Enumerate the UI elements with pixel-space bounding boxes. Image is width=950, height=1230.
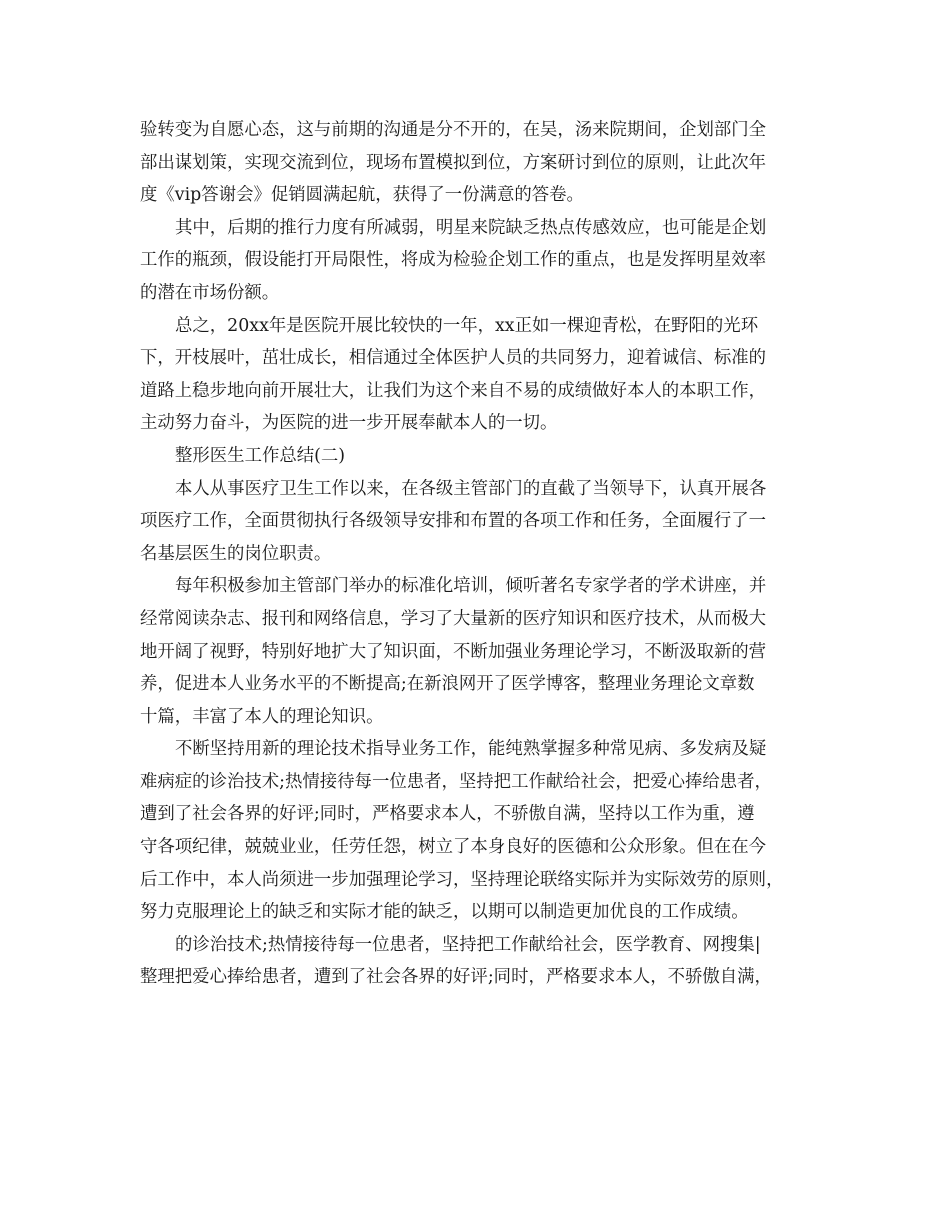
text-line: 守各项纪律，兢兢业业，任劳任怨，树立了本身良好的医德和公众形象。但在在今 — [140, 837, 767, 858]
text-line: 工作的瓶颈，假设能打开局限性，将成为检验企划工作的重点，也是发挥明星效率 — [140, 250, 767, 271]
text-line: 整形医生工作总结(二) — [175, 445, 346, 466]
text-line: 部出谋划策，实现交流到位，现场布置模拟到位，方案研讨到位的原则，让此次年 — [140, 152, 767, 173]
text-line: 十篇，丰富了本人的理论知识。 — [140, 706, 384, 727]
text-line: 的诊治技术;热情接待每一位患者，坚持把工作献给社会，医学教育、网搜集| — [175, 934, 761, 955]
text-line: 每年积极参加主管部门举办的标准化培训，倾听著名专家学者的学术讲座，并 — [175, 576, 767, 597]
text-line: 总之，20xx年是医院开展比较快的一年，xx正如一棵迎青松，在野阳的光环 — [175, 315, 759, 336]
text-line: 整理把爱心捧给患者，遭到了社会各界的好评;同时，严格要求本人，不骄傲自满， — [140, 967, 772, 988]
text-line: 养，促进本人业务水平的不断提高;在新浪网开了医学博客，整理业务理论文章数 — [140, 674, 755, 695]
text-line: 验转变为自愿心态，这与前期的沟通是分不开的，在吴，汤来院期间，企划部门全 — [140, 120, 767, 140]
text-line: 道路上稳步地向前开展壮大，让我们为这个来自不易的成绩做好本人的本职工作， — [140, 380, 767, 401]
text-line: 后工作中，本人尚须进一步加强理论学习，坚持理论联络实际并为实际效劳的原则， — [140, 869, 784, 890]
text-line: 遭到了社会各界的好评;同时，严格要求本人，不骄傲自满，坚持以工作为重，遵 — [140, 804, 755, 825]
text-line: 不断坚持用新的理论技术指导业务工作，能纯熟掌握多种常见病、多发病及疑 — [175, 739, 767, 760]
text-line: 的潜在市场份额。 — [140, 282, 280, 303]
text-line: 名基层医生的岗位职责。 — [140, 543, 332, 564]
text-line: 经常阅读杂志、报刊和网络信息，学习了大量新的医疗知识和医疗技术，从而极大 — [140, 608, 767, 629]
text-line: 项医疗工作，全面贯彻执行各级领导安排和布置的各项工作和任务，全面履行了一 — [140, 511, 767, 532]
text-line: 地开阔了视野，特别好地扩大了知识面，不断加强业务理论学习，不断汲取新的营 — [140, 641, 767, 662]
document-body — [140, 114, 820, 994]
text-line: 主动努力奋斗，为医院的进一步开展奉献本人的一切。 — [140, 413, 558, 434]
text-line: 其中，后期的推行力度有所减弱，明星来院缺乏热点传感效应，也可能是企划 — [175, 217, 767, 238]
text-line: 难病症的诊治技术;热情接待每一位患者，坚持把工作献给社会，把爱心捧给患者， — [140, 771, 772, 792]
text-line: 努力克服理论上的缺乏和实际才能的缺乏，以期可以制造更加优良的工作成绩。 — [140, 902, 749, 923]
text-line: 本人从事医疗卫生工作以来，在各级主管部门的直截了当领导下，认真开展各 — [175, 478, 767, 499]
text-line: 度《vip答谢会》促销圆满起航，获得了一份满意的答卷。 — [140, 185, 584, 206]
text-line: 下，开枝展叶，茁壮成长，相信通过全体医护人员的共同努力，迎着诚信、标准的 — [140, 348, 767, 369]
